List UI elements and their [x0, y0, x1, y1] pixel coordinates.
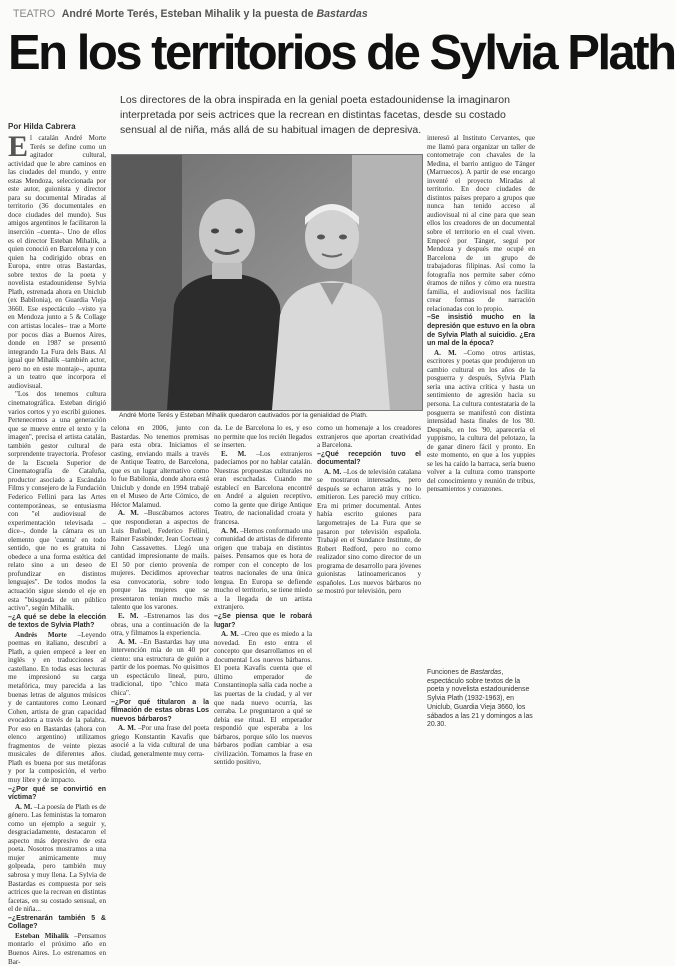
kicker-title: Bastardas [316, 8, 368, 20]
interview-question [214, 613, 312, 630]
article-paragraph [317, 424, 421, 450]
paragraph-text: –En Bastardas hay una intervención mía de un 40 por ciento: una estructura de guión a partir de los poemas. No quisimos un espectáculo lineal, puro, tradicional, tipo "chico mata chica". [111, 637, 209, 697]
paragraph-text: –Pensamos montarlo el próximo año en Buenos Aires. Lo estrenamos en Bar- [8, 931, 106, 966]
section-kicker [13, 8, 533, 20]
paragraph-text: –Estrenamos las dos obras, una a continuación de la otra, y filmamos la experiencia. [111, 612, 209, 638]
article-column-2 [111, 424, 209, 798]
show-info-text: , espectáculo sobre textos de la poeta y novelista estadounidense Sylvia Plath (1932-1963), en Uniclub, Guardia Vieja 3660, los sábados a las 21 y domingos a las 20.30. [427, 669, 533, 729]
interview-question [8, 614, 106, 631]
paragraph-text: –Leyendo poemas en italiano, descubrí a Plath, a quien empecé a leer en inglés y en traducciones al castellano. En todas esas lecturas me impresionó su carga metafórica, muy parecida a las buenas letras de algunos músicos y de cantautores como Leonard Cohen, artista de gran capacidad evocadora a través de la palabra. Por eso en Bastardas (ahora con elenco argentino) utilizamos fragmentos de veinte piezas musicales de diferentes años. Plath es buena por sus metáforas y por la composición, el verbo muy libre y de impacto. [8, 630, 106, 785]
show-info-lead: Funciones de [427, 669, 469, 676]
article-column-1 [8, 130, 107, 966]
paragraph-text: –¿Por qué se convirtió en víctima? [8, 785, 106, 802]
article-column-3 [214, 424, 312, 798]
speaker-name: E. M. [221, 449, 247, 458]
speaker-name: A. M. [118, 724, 136, 733]
kicker-lead: André Morte Terés, Esteban Mihalik y la puesta de [61, 8, 314, 20]
paragraph-text: interesó al Instituto Cervantes, que me llamó para organizar un taller de contometraje con chavales de la Medina, el barrio antiguo de Tánger (Marruecos). A partir de ese encargo inventé el proyecto Miradas al territorio. En doce ciudades de distintos países preparo a grupos que nunca han tenido acceso al audiovisual ni al cine para que sean ellos los creadores de un documental sobre el territorio en el cual viven. Empecé por Tánger, seguí por Mendoza y después me ocupé en Barcelona de un grupo de trabajadoras filipinas. Así como la fotografía nos permite saber cómo éramos de niños y cómo era nuestra familia, el audiovisual nos facilita crear formas de narración relacionadas con lo propio. [427, 134, 535, 313]
deck-summary: Los directores de la obra inspirada en la genial poeta estadounidense la imaginaron interpretada por seis actrices que la recrean en distintas facetas, desde su costado sensual al de niña, más allá de su habitual imagen de depresiva. [120, 94, 510, 136]
show-info-box [427, 669, 535, 730]
paragraph-text: "Los dos tenemos cultura cinematográfica. Esteban dirigió varios cortos y yo escribí guiones. Pertenecemos a una generación que se mueve entre el texto y la imagen", precisa el artista catalán, también gestor cultural de sorprendente trayectoria. Profesor de la Escuela Superior de Cinematografía de Cataluña, productor asociado a Escándalo Films y consejero de la Fundación Federico Fellini para las Artes contemporáneas, se entusiasma con "el audiovisual de experimentación televisada –dice–, donde la cámara es un elemento que 'cuenta' en todo sentido, que no es gratuita ni obedece a una forma estética del relato sino a un deseo de profundizar en distintos lenguajes". De todos modos la actuación sigue siendo el eje en esta "búsqueda de un público activo", según Mihalik. [8, 390, 106, 613]
article-paragraph [214, 450, 312, 527]
photo-caption: André Morte Terés y Esteban Mihalik quedaron cautivados por la genialidad de Plath. [119, 412, 368, 419]
interview-question [427, 314, 535, 348]
speaker-name: Esteban Mihalik [15, 931, 69, 940]
article-paragraph [214, 424, 312, 450]
section-label: TEATRO [13, 8, 56, 20]
paragraph-text: –Se insistió mucho en la depresión que estuvo en la obra de Sylvia Plath al suicidio. ¿Era un mal de la época? [427, 314, 535, 348]
speaker-name: Andrés Morte [15, 630, 67, 639]
paragraph-text: l catalán André Morte Terés se define como un agitador cultural, actividad que le abre caminos en las ciudades del mundo, y entre estas Mendoza, seleccionada por este autor, guionista y director para su documental Miradas al territorio (36 documentales en doce ciudades del mundo). Sus amigos argentinos le facilitaron la inserción –cuenta–. Uno de ellos es el director Esteban Mihalik, a quien conoció en Barcelona y con quien ha codirigido obras en Europa, entre otras Bastardas, sobre textos de la poeta y novelista estadounidense Sylvia Plath, estrenada ahora en Uniclub (ex Babilonia), en Guardia Vieja 3660. Ese espectáculo –visto ya en Mendoza junto a 5 & Collage con artistas locales– trae a Morte por pocos días a Buenos Aires, donde en 1987 se presentó integrando La Fura dels Baus. Al igual que Mihalik –también actor, pero no en este montaje–, apunta a un teatro que incorpora el audiovisual. [8, 134, 106, 390]
paragraph-text: –¿Se piensa que le robará lugar? [214, 613, 312, 629]
paragraph-text: –Creo que es miedo a la novedad. En esto entra el concepto que desarrollamos en el documental Los nuevos bárbaros. El poeta Kavafis cuenta que el último emperador de Constantinopla salía cada noche a las puertas de la ciudad, y al ver que nada nuevo ocurría, las cerraba. Le preguntaron a qué se debía ese ritual. El emperador respondió que esperaba a los bárbaros, porque sólo los nuevos bárbaros podían cambiar a esa civilización. Tomamos la frase en sentido positivo, [214, 630, 312, 767]
speaker-name: A. M. [118, 637, 137, 646]
headline: En los territorios de Sylvia Plath [8, 26, 675, 80]
article-paragraph [8, 130, 106, 390]
speaker-name: A. M. [434, 348, 457, 357]
drop-cap: E [8, 130, 29, 163]
interview-question [8, 786, 106, 803]
article-photo [111, 154, 423, 411]
article-paragraph [8, 803, 106, 914]
speaker-name: A. M. [221, 526, 239, 535]
paragraph-text: –Hemos conformado una comunidad de artistas de diferente origen que trabaja en distintos países. Pensamos que es hora de romper con el concepto de los teatros nacionales de una única lengua. En Europa se defiende mucho el territorio, se tiene miedo a la llegada de un artista extranjero. [214, 526, 312, 612]
article-paragraph [317, 468, 421, 596]
paragraph-text: como un homenaje a los creadores extranjeros que aportan creatividad a Barcelona. [317, 424, 421, 450]
portrait-illustration [112, 155, 422, 410]
paragraph-text: –¿Estrenarán también 5 & Collage? [8, 914, 106, 931]
article-column-5 [427, 134, 535, 664]
article-paragraph [111, 724, 209, 758]
paragraph-text: –Como otros artistas, escritores y poetas que produjeron un cambio cultural en los años de la posguerra y después, Sylvia Plath sería una activa crítica y hasta un sentimiento de agresión hacia su persona. La cultura contestataria de la posguerra se manifestó con distinta intensidad hasta finales de los '80. Después, en los '90, aparecería el yuppismo, la cultura del pelotazo, la de ganar dinero fácil y pronto. En este momento, en que a los yuppies se les ha caído la barraca, sería bueno volver a la cultura como transporte del conocimiento y reunión de tribus, pensamientos y corazones. [427, 348, 535, 494]
paragraph-text: da. Le de Barcelona lo es, y eso no permite que los recién llegados se inserten. [214, 424, 312, 450]
article-paragraph [214, 527, 312, 612]
article-paragraph [427, 134, 535, 313]
interview-question [8, 915, 106, 932]
article-paragraph [111, 638, 209, 698]
paragraph-text: –¿Por qué titularon a la filmación de estas obras Los nuevos bárbaros? [111, 698, 209, 723]
article-paragraph [8, 390, 106, 612]
speaker-name: A. M. [118, 509, 139, 518]
speaker-name: A. M. [221, 630, 239, 639]
interview-question [111, 699, 209, 725]
article-paragraph [214, 630, 312, 767]
paragraph-text: –Los de televisión catalana se mostraron interesados, pero después se echaron atrás y no lo emitieron. Les pareció muy crítico. Era mi primer documental. Antes había escrito guiones para largometrajes de La Fura que se pasaron por televisión española. Trabajé en el Sundance Institute, de Robert Redford, pero no como realizador sino como director de un programa de desarrollo para jóvenes guionistas latinoamericanos y españoles. Los nuevos bárbaros no se mostró por televisión, pero [317, 467, 421, 596]
paragraph-text: –La poesía de Plath es de género. Las feministas la tomaron como un ejemplo a seguir y, desgraciadamente, destacaron el aspecto más depresivo de esta poeta. Nosotros mostramos a una mujer animicamente muy golpeada, pero también muy sabrosa y muy llena. La Sylvia de Bastardas es compuesta por seis actrices que la recrean en distintas facetas, en su costado sensual, en el de niña... [8, 802, 107, 914]
show-info-title: Bastardas [470, 669, 502, 676]
paragraph-text: –Buscábamos actores que respondieran a aspectos de Luis Buñuel, Federico Fellini, Rainer Fassbinder, Jean Cocteau y John Cassavettes. Llegó una cantidad impresionante de mails. El 50 por ciento provenía de mujeres. Decidimos aprovechar esa convocatoria, sobre todo porque las mujeres que se presentaron tenían mucho más talento que los varones. [111, 509, 210, 612]
article-column-4 [317, 424, 421, 798]
article-paragraph [111, 424, 209, 509]
article-paragraph [8, 932, 106, 966]
paragraph-text: –¿Qué recepción tuvo el documental? [317, 450, 421, 467]
article-paragraph [111, 612, 209, 638]
byline: Por Hilda Cabrera [8, 122, 76, 131]
paragraph-text: –¿A qué se debe la elección de textos de Sylvia Plath? [8, 613, 106, 630]
speaker-name: A. M. [324, 467, 342, 476]
article-paragraph [427, 349, 535, 494]
paragraph-text: –Por una frase del poeta griego Konstantin Kavafis que asocié a la vida cultural de una ciudad, generalmente muy cerra- [111, 724, 209, 758]
speaker-name: A. M. [15, 802, 33, 811]
article-paragraph [8, 631, 106, 785]
interview-question [317, 451, 421, 468]
paragraph-text: celona en 2006, junto con Bastardas. No tenemos premisas para esta obra. Iniciamos el casting, enviando mails a través de Antique Teatro, de Barcelona, que es un lugar alternativo como lo fue Babilonia, donde ahora está Uniclub y donde en 1994 trabajé en el Museo de Arte Cómico, de Héctor Malamud. [111, 424, 209, 509]
speaker-name: E. M. [118, 612, 139, 621]
paragraph-text: –Los extranjeros padecíamos por no hablar catalán. Nuestras propuestas culturales no eran escuchadas. Cuando me establecí en Barcelona encontré en André a alguien receptivo, como la gente que dirige Antique Teatro, de nacionalidad croata y francesa. [214, 449, 312, 527]
article-paragraph [111, 509, 209, 612]
